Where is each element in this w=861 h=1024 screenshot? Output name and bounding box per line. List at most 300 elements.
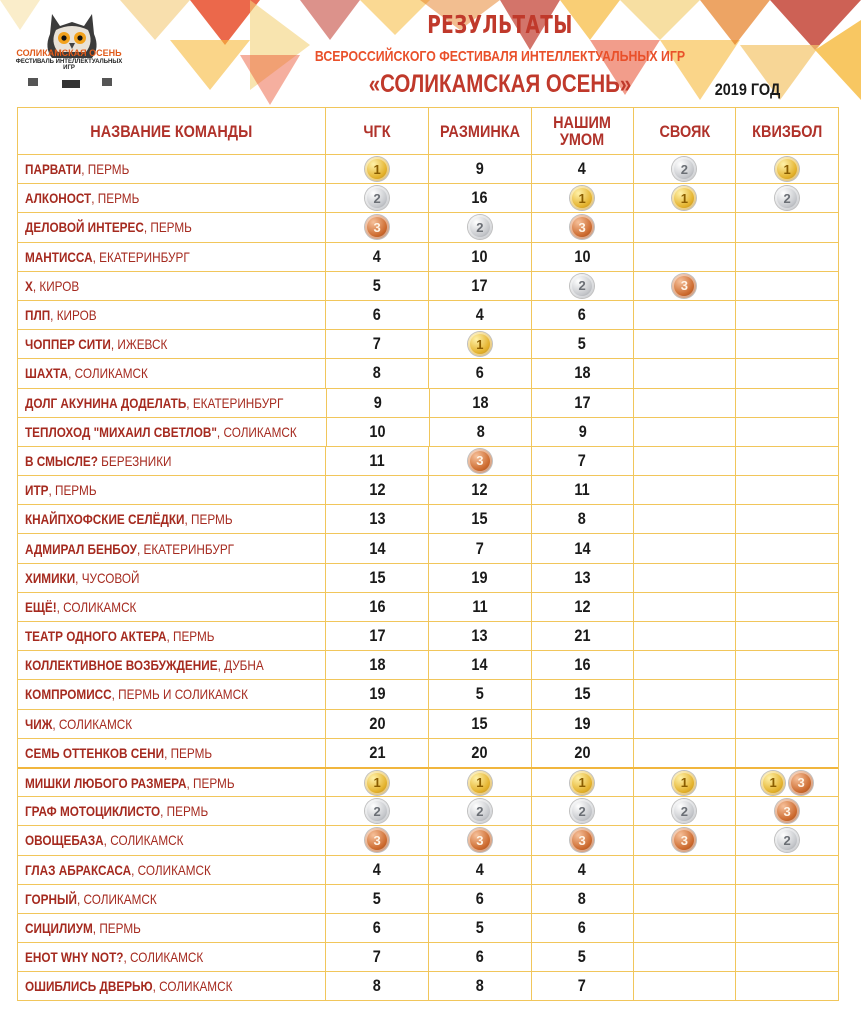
score-cell [325, 943, 428, 971]
place-value: 14 [471, 655, 488, 675]
score-cell [531, 447, 633, 475]
place-value: 8 [475, 976, 484, 996]
place-value: 6 [578, 305, 587, 325]
score-cell [735, 797, 838, 825]
score-cell [428, 359, 531, 387]
score-cell [531, 272, 633, 300]
score-cell [531, 476, 633, 504]
score-cell [325, 651, 428, 679]
team-name-text: СЕМЬ ОТТЕНКОВ СЕНИ [25, 744, 165, 761]
team-city-text: , ПЕРМЬ [160, 803, 209, 820]
score-cell [325, 593, 428, 621]
team-name [25, 307, 97, 323]
score-cell [531, 739, 633, 767]
place-value: 13 [471, 626, 488, 646]
score-cell [735, 680, 838, 708]
team-name [25, 482, 97, 498]
place-value: 15 [574, 684, 591, 704]
team-name [25, 219, 192, 235]
table-row [18, 650, 838, 679]
place-value: 18 [472, 392, 489, 412]
team-name-text: КНАЙПХОФСКИЕ СЕЛЁДКИ [25, 511, 185, 528]
team-name-text: ГЛАЗ АБРАКСАСА [25, 861, 132, 878]
team-cell [18, 330, 325, 358]
table-row [18, 738, 838, 767]
score-cell [735, 447, 838, 475]
bronze-medal-icon: 3 [468, 449, 492, 473]
gold-medal-icon: 1 [468, 332, 492, 356]
place-value: 13 [369, 509, 386, 529]
team-city-text: , ПЕРМЬ [164, 744, 213, 761]
table-header-row [18, 108, 838, 154]
silver-medal-icon: 2 [775, 828, 799, 852]
logo-title: СОЛИКАМСКАЯ ОСЕНЬ [16, 48, 122, 58]
place-value: 4 [578, 159, 587, 179]
team-name-text: ЕЩЁ! [25, 598, 57, 615]
team-name-text: МАНТИССА [25, 248, 93, 265]
score-cell [325, 680, 428, 708]
score-cell [428, 447, 531, 475]
place-value: 8 [476, 421, 485, 441]
gold-medal-icon: 1 [570, 771, 594, 795]
place-value: 20 [471, 742, 488, 762]
team-name [25, 336, 167, 352]
team-city-text: , КИРОВ [50, 307, 97, 324]
score-cell [429, 389, 532, 417]
score-cell [325, 505, 428, 533]
team-cell [18, 272, 325, 300]
team-name [25, 511, 233, 527]
score-cell [531, 651, 633, 679]
team-cell [18, 739, 325, 767]
team-name [25, 249, 190, 265]
silver-medal-icon: 2 [365, 799, 389, 823]
team-cell [18, 213, 325, 241]
team-cell [18, 651, 325, 679]
table-row [18, 154, 838, 183]
score-cell [428, 943, 531, 971]
place-value: 5 [578, 947, 587, 967]
team-city-text: , ПЕРМЬ [81, 161, 130, 178]
team-city-text: , ЕКАТЕРИНБУРГ [186, 394, 284, 411]
team-city-text: , ПЕРМЬ [186, 774, 235, 791]
team-name [25, 570, 139, 586]
place-value: 21 [369, 742, 386, 762]
score-cell [531, 622, 633, 650]
score-cell [735, 476, 838, 504]
team-city-text: , СОЛИКАМСК [103, 832, 184, 849]
team-name-text: ПЛП [25, 307, 51, 324]
score-cell [735, 710, 838, 738]
score-cell [428, 914, 531, 942]
score-cell [326, 418, 429, 446]
score-cell [326, 389, 429, 417]
bronze-medal-icon: 3 [789, 771, 813, 795]
score-cell [428, 739, 531, 767]
place-value: 4 [578, 859, 587, 879]
team-name [25, 190, 139, 206]
score-cell [428, 476, 531, 504]
score-cell [428, 769, 531, 796]
silver-medal-icon: 2 [468, 215, 492, 239]
place-value: 17 [369, 626, 386, 646]
team-cell [18, 943, 325, 971]
score-cell [325, 243, 428, 271]
table-row [18, 592, 838, 621]
place-value: 7 [373, 334, 382, 354]
team-name [25, 395, 283, 411]
place-value: 8 [373, 976, 382, 996]
bronze-medal-icon: 3 [365, 215, 389, 239]
place-value: 19 [369, 684, 386, 704]
team-cell [18, 885, 325, 913]
gold-medal-icon: 1 [775, 157, 799, 181]
score-cell [633, 534, 736, 562]
team-cell [18, 476, 325, 504]
score-cell [531, 797, 633, 825]
team-name-text: ИТР [25, 482, 49, 499]
gold-medal-icon: 1 [570, 186, 594, 210]
score-cell [531, 680, 633, 708]
bronze-medal-icon: 3 [672, 274, 696, 298]
score-cell [735, 769, 838, 796]
score-cell [735, 359, 838, 387]
table-row [18, 475, 838, 504]
silver-medal-icon: 2 [570, 274, 594, 298]
score-cell [531, 769, 633, 796]
score-cell [325, 769, 428, 796]
score-cell [428, 622, 531, 650]
score-cell [531, 534, 633, 562]
score-cell [531, 359, 633, 387]
table-row [18, 855, 838, 884]
team-cell [18, 856, 325, 884]
team-name [25, 920, 141, 936]
team-name [25, 775, 235, 791]
place-value: 6 [373, 917, 382, 937]
score-cell [325, 739, 428, 767]
score-cell [531, 564, 633, 592]
place-value: 17 [574, 392, 591, 412]
score-cell [735, 243, 838, 271]
score-cell [531, 330, 633, 358]
score-cell [428, 651, 531, 679]
score-cell [325, 155, 428, 183]
team-name-text: ШАХТА [25, 365, 69, 382]
score-cell [531, 885, 633, 913]
bronze-medal-icon: 3 [570, 828, 594, 852]
score-cell [633, 914, 736, 942]
festival-name: «СОЛИКАМСКАЯ ОСЕНЬ» [368, 70, 632, 98]
score-cell [633, 943, 736, 971]
team-cell [18, 972, 325, 1000]
table-row [18, 271, 838, 300]
score-cell [428, 155, 531, 183]
gold-medal-icon: 1 [672, 186, 696, 210]
team-name-text: ЧИЖ [25, 715, 53, 732]
place-value: 8 [578, 509, 587, 529]
score-cell [735, 272, 838, 300]
score-cell [633, 243, 736, 271]
score-cell [428, 272, 531, 300]
score-cell [633, 769, 736, 796]
score-cell [633, 359, 736, 387]
silver-medal-icon: 2 [365, 186, 389, 210]
table-row [18, 417, 838, 446]
table-row [18, 212, 838, 241]
table-row [18, 446, 838, 475]
place-value: 9 [373, 392, 382, 412]
team-cell [18, 359, 325, 387]
place-value: 4 [373, 246, 382, 266]
team-name-text: ДЕЛОВОЙ ИНТЕРЕС [25, 219, 144, 236]
table-row [18, 884, 838, 913]
score-cell [531, 389, 633, 417]
team-city-text: БЕРЕЗНИКИ [97, 452, 172, 469]
table-row [18, 533, 838, 562]
table-row [18, 679, 838, 708]
gold-medal-icon: 1 [761, 771, 785, 795]
column-header-nashim-umom: НАШИМ УМОМ [531, 108, 633, 154]
score-cell [428, 564, 531, 592]
table-row [18, 388, 838, 417]
place-value: 18 [574, 363, 591, 383]
team-name [25, 541, 234, 557]
team-name-text: ПАРВАТИ [25, 161, 82, 178]
score-cell [325, 359, 428, 387]
team-cell [18, 505, 325, 533]
team-name-text: КОЛЛЕКТИВНОЕ ВОЗБУЖДЕНИЕ [25, 657, 218, 674]
score-cell [735, 505, 838, 533]
score-cell [735, 972, 838, 1000]
place-value: 9 [578, 421, 587, 441]
score-cell [325, 447, 428, 475]
team-name-text: ОВОЩЕБАЗА [25, 832, 104, 849]
place-value: 11 [472, 596, 488, 616]
team-name-text: ДОЛГ АКУНИНА ДОДЕЛАТЬ [25, 394, 187, 411]
team-name-text: КОМПРОМИСС [25, 686, 112, 703]
score-cell [325, 184, 428, 212]
place-value: 5 [475, 684, 484, 704]
gold-medal-icon: 1 [365, 157, 389, 181]
score-cell [531, 155, 633, 183]
place-value: 21 [574, 626, 591, 646]
score-cell [531, 710, 633, 738]
score-cell [325, 885, 428, 913]
score-cell [633, 680, 736, 708]
place-value: 16 [369, 596, 386, 616]
team-city-text: , ПЕРМЬ [48, 482, 97, 499]
table-row [18, 942, 838, 971]
score-cell [735, 885, 838, 913]
team-cell [18, 680, 325, 708]
score-cell [633, 476, 736, 504]
score-cell [735, 184, 838, 212]
score-cell [428, 330, 531, 358]
place-value: 5 [373, 888, 382, 908]
score-cell [735, 389, 838, 417]
score-cell [735, 856, 838, 884]
score-cell [428, 593, 531, 621]
place-value: 16 [574, 655, 591, 675]
team-city-text: , ПЕРМЬ [91, 190, 140, 207]
score-cell [325, 272, 428, 300]
place-value: 6 [475, 947, 484, 967]
bronze-medal-icon: 3 [468, 828, 492, 852]
table-row [18, 971, 838, 1000]
table-row [18, 563, 838, 592]
team-name [25, 453, 172, 469]
place-value: 7 [373, 947, 382, 967]
place-value: 10 [574, 246, 591, 266]
table-row [18, 242, 838, 271]
score-cell [531, 243, 633, 271]
place-value: 14 [574, 538, 591, 558]
score-cell [633, 856, 736, 884]
score-cell [633, 564, 736, 592]
score-cell [633, 184, 736, 212]
table-row [18, 709, 838, 738]
team-name-text: X [25, 277, 33, 294]
score-cell [633, 213, 736, 241]
place-value: 18 [369, 655, 386, 675]
team-cell [18, 564, 325, 592]
team-name [25, 657, 264, 673]
team-cell [18, 243, 325, 271]
score-cell [325, 710, 428, 738]
year-label: 2019 ГОД [714, 80, 781, 99]
team-city-text: , ПЕРМЬ И СОЛИКАМСК [111, 686, 248, 703]
page-title: РЕЗУЛЬТАТЫ [427, 10, 573, 39]
team-city-text: , СОЛИКАМСК [68, 365, 148, 382]
team-city-text: , СОЛИКАМСК [123, 949, 204, 966]
silver-medal-icon: 2 [570, 799, 594, 823]
score-cell [325, 856, 428, 884]
team-city-text: , ЕКАТЕРИНБУРГ [92, 248, 190, 265]
score-cell [735, 826, 838, 854]
score-cell [428, 797, 531, 825]
place-value: 15 [471, 713, 488, 733]
score-cell [531, 418, 633, 446]
team-name-text: ГРАФ МОТОЦИКЛИСТО [25, 803, 161, 820]
score-cell [633, 651, 736, 679]
results-table [17, 107, 839, 1001]
team-name [25, 716, 132, 732]
score-cell [428, 826, 531, 854]
place-value: 19 [471, 567, 488, 587]
team-cell [18, 769, 325, 796]
team-name [25, 424, 297, 440]
score-cell [325, 622, 428, 650]
score-cell [428, 505, 531, 533]
team-name [25, 745, 212, 761]
place-value: 8 [578, 888, 587, 908]
silver-medal-icon: 2 [672, 157, 696, 181]
team-name [25, 161, 129, 177]
score-cell [428, 301, 531, 329]
team-name [25, 278, 79, 294]
team-name [25, 599, 136, 615]
table-row [18, 300, 838, 329]
table-row [18, 329, 838, 358]
team-cell [18, 622, 325, 650]
place-value: 12 [574, 596, 591, 616]
silver-medal-icon: 2 [468, 799, 492, 823]
team-cell [18, 593, 325, 621]
team-city-text: , ПЕРМЬ [184, 511, 233, 528]
score-cell [325, 914, 428, 942]
bronze-medal-icon: 3 [365, 828, 389, 852]
team-name-text: ОШИБЛИСЬ ДВЕРЬЮ [25, 978, 153, 995]
score-cell [633, 885, 736, 913]
team-name [25, 803, 208, 819]
score-cell [735, 213, 838, 241]
score-cell [633, 622, 736, 650]
score-cell [428, 856, 531, 884]
score-cell [325, 534, 428, 562]
place-value: 4 [373, 859, 382, 879]
place-value: 6 [475, 888, 484, 908]
score-cell [531, 914, 633, 942]
score-cell [735, 622, 838, 650]
score-cell [633, 593, 736, 621]
silver-medal-icon: 2 [672, 799, 696, 823]
team-city-text: , СОЛИКАМСК [52, 715, 133, 732]
score-cell [325, 564, 428, 592]
score-cell [531, 505, 633, 533]
place-value: 16 [471, 188, 488, 208]
team-cell [18, 155, 325, 183]
team-city-text: , СОЛИКАМСК [76, 890, 157, 907]
place-value: 8 [373, 363, 382, 383]
place-value: 10 [471, 246, 488, 266]
team-cell [18, 826, 325, 854]
score-cell [325, 330, 428, 358]
column-header-chgk: ЧГК [325, 108, 428, 154]
score-cell [633, 155, 736, 183]
score-cell [735, 914, 838, 942]
gold-medal-icon: 1 [365, 771, 389, 795]
team-city-text: , ПЕРМЬ [92, 919, 141, 936]
place-value: 20 [369, 713, 386, 733]
score-cell [325, 826, 428, 854]
team-city-text: , ЕКАТЕРИНБУРГ [136, 540, 235, 557]
bronze-medal-icon: 3 [672, 828, 696, 852]
score-cell [428, 885, 531, 913]
team-city-text: , ПЕРМЬ [143, 219, 192, 236]
score-cell [633, 418, 736, 446]
gold-medal-icon: 1 [672, 771, 696, 795]
score-cell [325, 797, 428, 825]
place-value: 6 [475, 363, 484, 383]
column-header-razminka: РАЗМИНКА [428, 108, 531, 154]
team-name [25, 365, 148, 381]
table-row [18, 183, 838, 212]
place-value: 7 [475, 538, 484, 558]
team-name-text: СИЦИЛИУМ [25, 919, 93, 936]
team-name-text: АДМИРАЛ БЕНБОУ [25, 540, 137, 557]
score-cell [531, 301, 633, 329]
team-name [25, 832, 183, 848]
score-cell [633, 505, 736, 533]
team-cell [18, 418, 326, 446]
team-cell [18, 447, 325, 475]
team-name [25, 686, 248, 702]
score-cell [735, 564, 838, 592]
team-name-text: ЕНОТ WHY NOT? [25, 949, 124, 966]
team-name-text: ГОРНЫЙ [25, 890, 77, 907]
score-cell [531, 826, 633, 854]
